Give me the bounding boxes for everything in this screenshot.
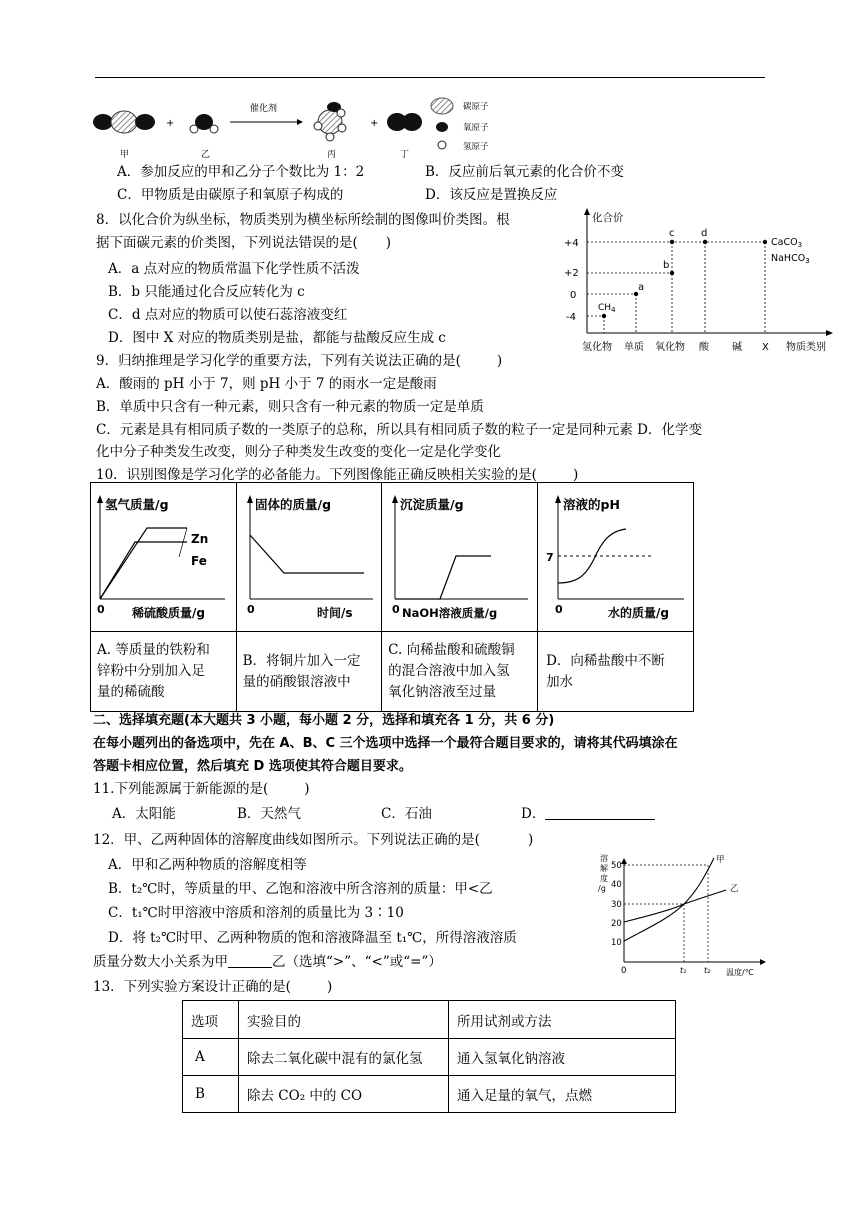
ytick-minus4: -4 (566, 312, 576, 323)
graph-d-seven: 7 (546, 551, 554, 564)
header-rule (95, 77, 765, 78)
q12-option-c: C．t₁℃时甲溶液中溶质和溶剂的质量比为 3∶10 (108, 905, 404, 921)
curve-solid-mass (250, 535, 364, 573)
label-jia: 甲 (120, 150, 130, 158)
sol-tick-30: 30 (611, 900, 622, 910)
q11-option-b: B．天然气 (237, 806, 301, 822)
q9-option-d: 化中分子种类发生改变，则分子种类发生改变的变化一定是化学变化 (96, 444, 501, 460)
graph-c-xlabel: NaOH溶液质量/g (402, 606, 498, 620)
sol-label-yi: 乙 (730, 884, 739, 894)
xcat-oxide: 氧化物 (655, 342, 685, 353)
label-zn: Zn (191, 532, 209, 546)
q7-option-b: B．反应前后氧元素的化合价不变 (425, 164, 624, 180)
sol-tick-40: 40 (611, 880, 622, 890)
q9-option-b: B．单质中只含有一种元素，则只含有一种元素的物质一定是单质 (96, 399, 484, 415)
q10-option-d: D．向稀盐酸中不断 加水 (538, 632, 694, 712)
svg-text:+: + (166, 118, 175, 129)
q12-option-b: B．t₂℃时，等质量的甲、乙饱和溶液中所含溶剂的质量：甲<乙 (108, 881, 493, 897)
graph-a-cell (91, 483, 237, 632)
table-header-row (183, 1001, 676, 1039)
label-b: b (663, 260, 670, 271)
header-option: 选项 (183, 1001, 239, 1039)
q12-blank (228, 953, 272, 968)
table-row (183, 1039, 676, 1076)
q11-option-d: D． (521, 803, 655, 826)
section2-instruction-1: 在每小题列出的备选项中，先在 A、B、C 三个选项中选择一个最符合题目要求的，请将其代码填涂在 (93, 736, 678, 751)
q8-option-b: B．b 只能通过化合反应转化为 c (108, 284, 305, 300)
point-c (670, 240, 674, 244)
header-method: 所用试剂或方法 (449, 1001, 676, 1039)
q8-option-d: D．图中 X 对应的物质类别是盐，都能与盐酸反应生成 c (108, 330, 446, 346)
sol-label-jia: 甲 (716, 855, 725, 865)
valence-chart (560, 205, 840, 360)
graph-d-zero: 0 (555, 603, 563, 616)
point-d (703, 240, 707, 244)
section2-title: 二、选择填充题(本大题共 3 小题，每小题 2 分，选择和填充各 1 分，共 6 分) (93, 713, 555, 728)
ytick-zero: 0 (570, 290, 577, 301)
q10-graph-table (90, 482, 694, 712)
ytick-plus4: +4 (564, 238, 579, 249)
xcat-acid: 酸 (699, 342, 709, 353)
label-c: c (669, 228, 675, 239)
graph-d (538, 483, 688, 627)
graph-c-cell (382, 483, 538, 632)
legend-oxygen: 氧原子 (463, 123, 489, 133)
label-caco3: CaCO$_3$ (771, 237, 803, 249)
sol-y3: 度 (600, 874, 608, 883)
graph-c-ylabel: 沉淀质量/g (400, 497, 464, 512)
q8-stem-line2: 据下面碳元素的价类图，下列说法错误的是( ) (96, 235, 392, 251)
header-purpose: 实验目的 (239, 1001, 449, 1039)
curve-fe (100, 528, 187, 599)
point-b (670, 271, 674, 275)
catalyst-label: 催化剂 (250, 104, 278, 114)
q13-stem: 13．下列实验方案设计正确的是( ) (93, 979, 333, 995)
label-ding: 丁 (400, 150, 410, 158)
graph-a-xlabel: 稀硫酸质量/g (132, 606, 205, 620)
row-a-method: 通入氢氧化钠溶液 (449, 1039, 676, 1076)
graph-d-ylabel: 溶液的pH (563, 497, 620, 512)
label-yi: 乙 (201, 150, 211, 158)
curve-jia (624, 858, 714, 941)
section2-instruction-2: 答题卡相应位置，然后填充 D 选项使其符合题目要求。 (93, 759, 412, 774)
sol-xtick-t1: t₁ (680, 966, 687, 975)
row-b-purpose: 除去 CO₂ 中的 CO (239, 1076, 449, 1113)
q12-option-d: D．将 t₂℃时甲、乙两种物质的饱和溶液降温至 t₁℃，所得溶液溶质 (108, 930, 517, 946)
point-x (763, 240, 767, 244)
sol-xlabel: 温度/℃ (726, 968, 754, 976)
q9-option-c: C．元素是具有相同质子数的一类原子的总称，所以具有相同质子数的粒子一定是同种元素 D．化学变 (96, 422, 702, 438)
sol-xtick-0: 0 (621, 966, 627, 976)
sol-y2: 解 (600, 864, 608, 873)
graph-c (382, 483, 532, 627)
q12-stem: 12．甲、乙两种固体的溶解度曲线如图所示。下列说法正确的是( ) (93, 832, 534, 848)
label-ch4: $CH_4$ (598, 303, 616, 314)
q8-option-a: A．a 点对应的物质常温下化学性质不活泼 (108, 261, 360, 277)
q11-blank (545, 805, 655, 820)
q8-option-c: C．d 点对应的物质可以使石蕊溶液变红 (108, 307, 348, 323)
curve-yi (624, 890, 726, 922)
oxygen-atom-icon (135, 114, 155, 130)
q7-option-a: A．参加反应的甲和乙分子个数比为 1：2 (117, 164, 365, 180)
sol-tick-10: 10 (611, 938, 622, 948)
legend-hydrogen: 氢原子 (463, 142, 489, 152)
q11-option-a: A．太阳能 (112, 806, 176, 822)
xcat-base: 碱 (732, 342, 742, 353)
sol-tick-20: 20 (611, 919, 622, 929)
row-a-option: A (183, 1039, 239, 1076)
q10-stem: 10．识别图像是学习化学的必备能力。下列图像能正确反映相关实验的是( ) (96, 467, 579, 483)
graph-b-zero: 0 (246, 603, 255, 616)
graph-b (237, 483, 377, 627)
point-ch4 (602, 314, 606, 318)
carbon-atom-icon (111, 111, 137, 133)
sol-xtick-t2: t₂ (704, 966, 711, 975)
q10-option-c: C. 向稀盐酸和硫酸铜 的混合溶液中加入氢 氧化钠溶液至过量 (382, 632, 538, 712)
sol-tick-50: 50 (611, 861, 622, 871)
q12-option-a: A．甲和乙两种物质的溶解度相等 (108, 857, 307, 873)
q11-stem: 11.下列能源属于新能源的是( ) (93, 781, 310, 797)
label-nahco3: NaHCO$_3$ (771, 253, 810, 265)
row-b-method: 通入足量的氧气，点燃 (449, 1076, 676, 1113)
oxygen-atom-icon (93, 114, 113, 130)
xcat-x: X (762, 342, 769, 353)
graph-b-xlabel: 时间/s (316, 606, 353, 620)
q9-option-a: A．酸雨的 pH 小于 7，则 pH 小于 7 的雨水一定是酸雨 (96, 376, 437, 392)
q11-option-c: C．石油 (381, 806, 432, 822)
graph-a-zero: 0 (97, 603, 105, 616)
ytick-plus2: +2 (564, 268, 579, 279)
q7-option-d: D．该反应是置换反应 (425, 187, 558, 203)
graph-c-zero: 0 (392, 603, 400, 616)
graph-d-cell (538, 483, 694, 632)
graph-a-ylabel: 氢气质量/g (105, 497, 169, 512)
row-b-option: B (183, 1076, 239, 1113)
label-fe: Fe (191, 554, 207, 568)
q7-option-c: C．甲物质是由碳原子和氧原子构成的 (117, 187, 344, 203)
graph-b-ylabel: 固体的质量/g (254, 497, 331, 512)
q12-option-d-cont: 质量分数大小关系为甲 乙（选填“>”、“<”或“=”） (93, 954, 442, 970)
sol-y1: 溶 (600, 854, 608, 863)
legend-carbon: 碳原子 (463, 102, 489, 112)
curve-zn (100, 542, 187, 599)
graph-b-cell (236, 483, 382, 632)
reaction-diagram (90, 96, 510, 158)
graph-d-xlabel: 水的质量/g (608, 606, 670, 620)
label-d: d (701, 228, 708, 239)
curve-ph (558, 529, 626, 583)
valence-xlabel: 物质类别 (786, 342, 826, 353)
q9-stem: 9．归纳推理是学习化学的重要方法，下列有关说法正确的是( ) (96, 353, 503, 369)
xcat-hydride: 氢化物 (582, 342, 612, 353)
table-row (183, 1076, 676, 1113)
q8-stem-line1: 8．以化合价为纵坐标，物质类别为横坐标所绘制的图像叫价类图。根 (96, 212, 510, 228)
label-a: a (638, 282, 645, 293)
q10-option-b: B．将铜片加入一定 量的硝酸银溶液中 (236, 632, 382, 712)
solubility-chart (596, 852, 776, 976)
valence-ylabel: 化合价 (592, 212, 624, 224)
q13-table (182, 1000, 676, 1113)
graph-a (91, 483, 231, 627)
q10-option-a: A. 等质量的铁粉和 锌粉中分别加入足 量的稀硫酸 (91, 632, 237, 712)
sol-y4: /g (598, 884, 606, 893)
xcat-element: 单质 (624, 342, 644, 353)
svg-text:+: + (370, 118, 379, 129)
curve-precipitate (395, 556, 491, 599)
label-bing: 丙 (327, 150, 337, 158)
row-a-purpose: 除去二氧化碳中混有的氯化氢 (239, 1039, 449, 1076)
